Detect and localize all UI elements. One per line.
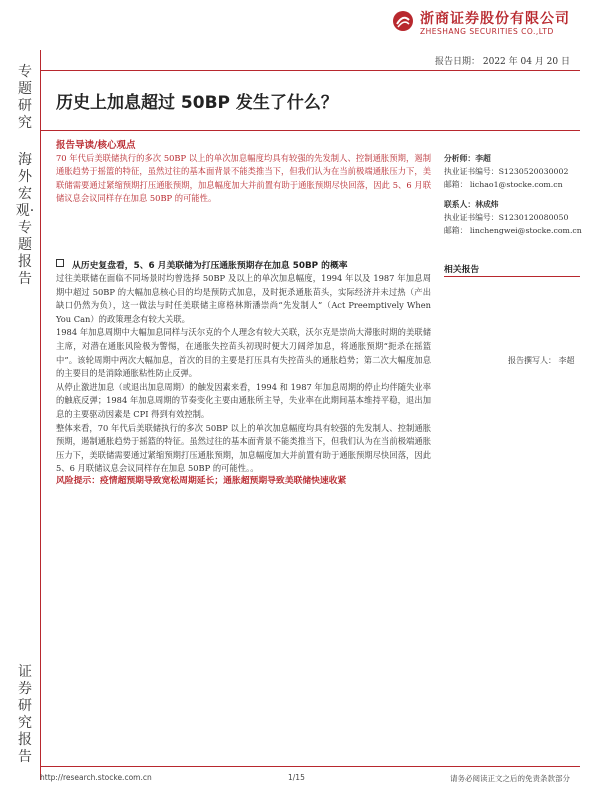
footer-divider [40, 766, 580, 767]
section-heading [56, 258, 436, 271]
brand-name-en: ZHESHANG SECURITIES CO.,LTD [420, 27, 554, 36]
body-paragraph: 从停止激进加息（或退出加息周期）的触发因素来看，1994 和 1987 年加息周期的停止均伴随失业率的触底反弹；1984 年加息周期的节奏变化主要由通胀所主导，失业率在此期间基本维持平稳，退出加息的主要驱动因素是 CPI 得到有效控制。 [56, 381, 431, 419]
related-reports-heading: 相关报告 [444, 265, 480, 275]
footer-url-link[interactable]: http://research.stocke.com.cn [40, 773, 152, 782]
page-number: 1/15 [288, 773, 305, 782]
guide-summary: 70 年代后美联储执行的多次 50BP 以上的单次加息幅度均具有较强的先发制人、控制通胀预期，遏制通胀趋势于摇篮的特征，虽然过往的基本面背景不能类推当下，但我们认为在当前极端通胀压力下，美联储需要通过紧缩预期打压通胀预期，加息幅度加大并前置有助于通胀预期尽快回落，因此 5、6 月联储议息会议同样存在加息 50BP 的可能性。 [56, 153, 431, 204]
report-date: 报告日期： 2022 年 04 月 20 日 [435, 57, 570, 67]
checkbox-bullet-icon [56, 259, 64, 267]
body-paragraph: 整体来看，70 年代后美联储执行的多次 50BP 以上的单次加息幅度均具有较强的先发制人、控制通胀预期，遏制通胀趋势于摇篮的特征。虽然过往的基本面背景不能类推当下，但我们认为在当前极端通胀压力下，美联储需要通过紧缩预期打压通胀预期，加息幅度加大并前置有助于通胀预期尽快回落，因此 5、6 月联储议息会议同样存在加息 50BP 的可能性。。 [56, 422, 431, 474]
guide-heading: 报告导读/核心观点 [56, 140, 136, 151]
risk-warning: 风险提示：疫情超预期导致宽松周期延长；通胀超预期导致美联储快速收紧 [56, 476, 347, 486]
section-body [56, 272, 431, 476]
header-divider [40, 70, 580, 71]
brand-logo-icon [392, 10, 414, 32]
contact-label: 联系人： [444, 200, 476, 209]
body-paragraph: 过往美联储在面临不同场景时均曾选择 50BP 及以上的单次加息幅度，1994 年以及 1987 年加息周期中超过 50BP 的大幅加息核心目的均是预防式加息，及时扼杀通胀苗头，实际经济并未过热（产出缺口仍然为负），这一做法与时任美联储主席格林斯潘崇尚“先发制人”（Act Preemptively When You Can）的政策理念有较大关联。 [56, 273, 431, 324]
sidebar-footer-label: 证券研究报告 [18, 664, 32, 765]
sidebar-divider [40, 50, 41, 780]
contact-email[interactable]: 邮箱： linchengwei@stocke.com.cn [444, 226, 582, 235]
analyst-name: 李超 [475, 154, 491, 163]
contact-block [444, 198, 584, 237]
analyst-email[interactable]: 邮箱： lichao1@stocke.com.cn [444, 180, 563, 189]
related-divider [444, 276, 580, 277]
sidebar-category: 专题研究 [18, 64, 32, 131]
section-heading-text: 从历史复盘看，5、6 月美联储为打压通胀预期存在加息 50BP 的概率 [72, 261, 348, 271]
sidebar-subcategory: 海外宏观·专题报告 [15, 152, 35, 287]
brand-name-cn: 浙商证券股份有限公司 [420, 11, 570, 27]
analyst-label: 分析师： [444, 154, 476, 163]
title-divider [40, 130, 580, 131]
analyst-cert: 执业证书编号：S1230520030002 [444, 167, 569, 176]
analyst-block [444, 152, 584, 191]
contact-cert: 执业证书编号：S1230120080050 [444, 213, 569, 222]
report-writer: 报告撰写人： 李超 [508, 356, 575, 365]
contact-name: 林成炜 [475, 200, 499, 209]
disclaimer-note: 请务必阅读正文之后的免责条款部分 [450, 774, 570, 783]
body-paragraph: 1984 年加息周期中大幅加息同样与沃尔克的个人理念有较大关联，沃尔克是崇尚大滞胀时期的美联储主席，对潜在通胀风险极为警惕，在通胀失控苗头初现时便大刀阔斧加息，将通胀预期“扼杀在摇篮中”。该轮周期中两次大幅加息，首次的目的主要是打压具有失控苗头的通胀趋势；第二次大幅度加息的主要目的是消除通胀粘性防止反弹。 [56, 327, 431, 379]
report-title: 历史上加息超过 50BP 发生了什么？ [56, 93, 338, 113]
